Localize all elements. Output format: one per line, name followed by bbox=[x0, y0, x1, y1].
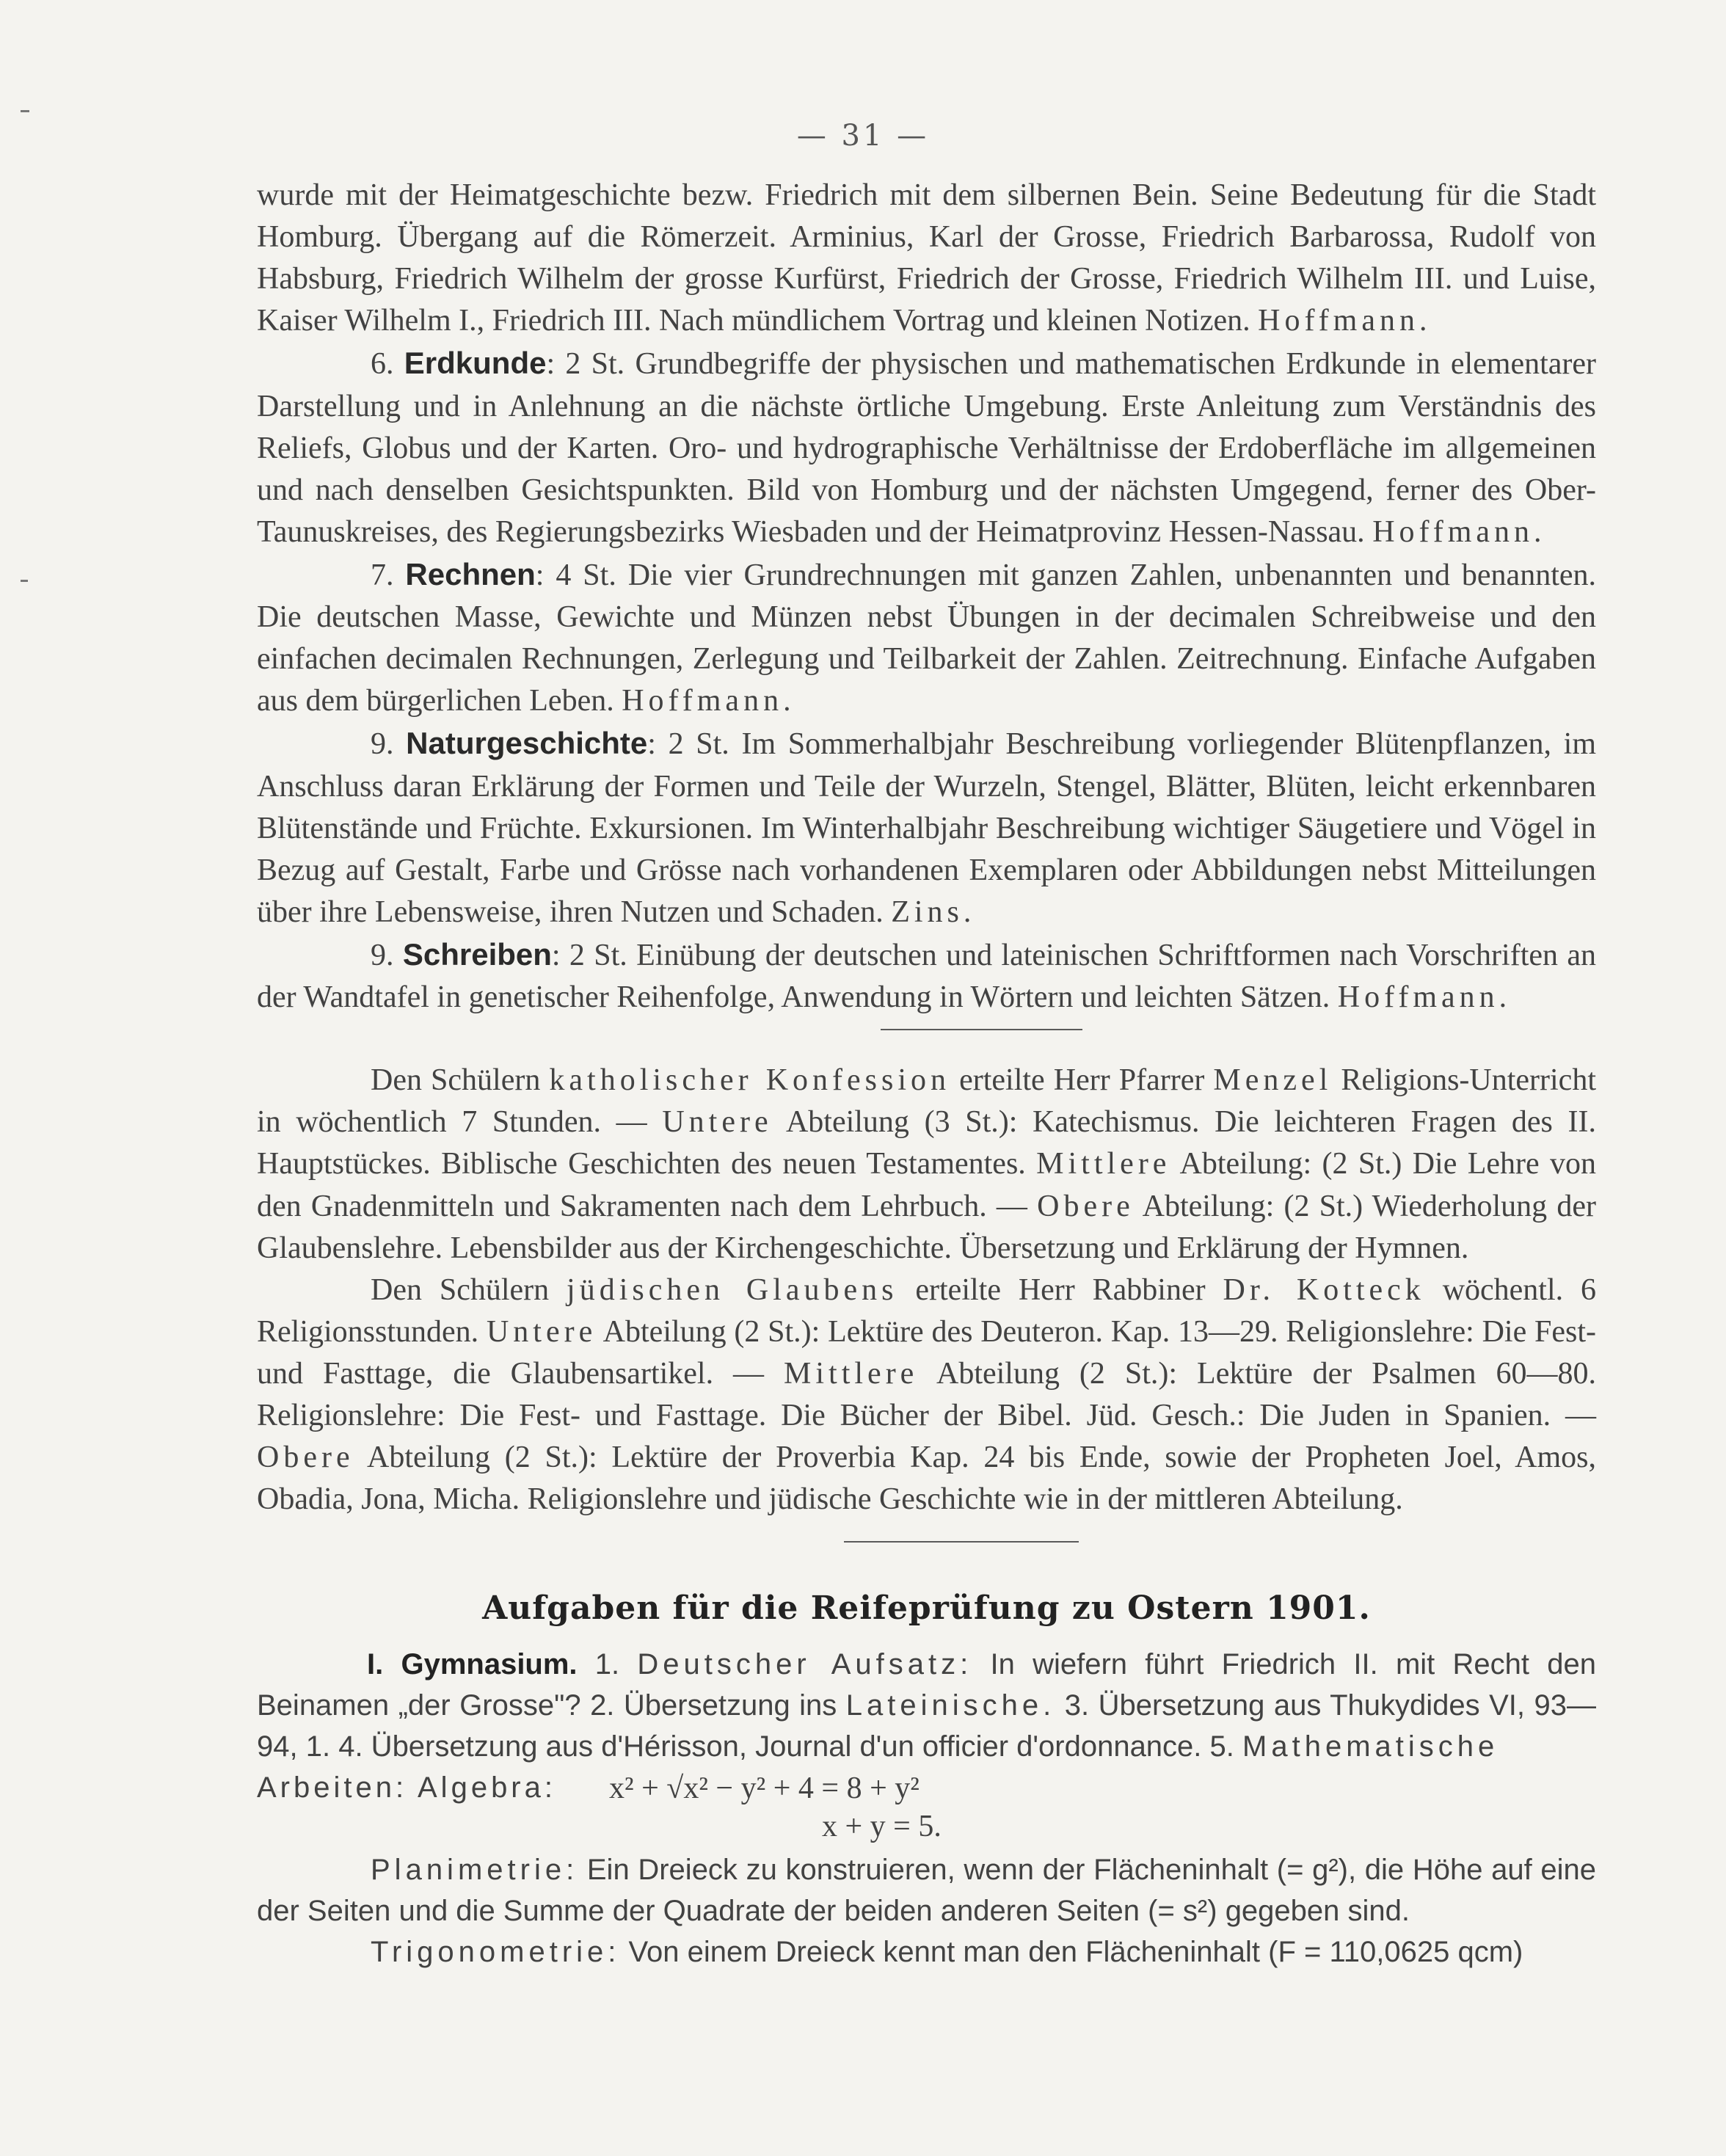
text: Im Sommerhalbjahr Beschreibung vorliegender Blütenpflanzen, im Anschluss daran Erklärung der Formen und Teile der Wurzeln, Stengel, Blätter, Blüten, leicht erkennbaren Blütenstände und Früchte. Exkursionen. Im Winterhalbjahr Beschreibung wichtiger Säugetiere und Vögel in Bezug auf Gestalt, Farbe und Grösse nach vorhandenen Exemplaren oder Abbildungen nebst Mitteilungen über ihre Lebensweise, ihren Nutzen und Schaden. bbox=[257, 727, 1597, 929]
task-text: 4. Übersetzung aus d'Hérisson, Journal d'un officier d'ordonnance. bbox=[338, 1730, 1202, 1763]
task-text: 2. Übersetzung ins bbox=[590, 1689, 837, 1722]
task-text: Ein Dreieck zu konstruieren, wenn der Flächeninhalt (= g²), die Höhe auf eine der Seiten und die Summe der Quadrate der beiden anderen Seiten (= s²) gegeben sind. bbox=[257, 1854, 1596, 1928]
text: Abteilung (2 St.): Lektüre des Deuteron. Kap. 13—29. Religionslehre: Die Fest- und Fasttage, die Glaubensartikel. — bbox=[257, 1314, 1597, 1391]
hours: : 4 St. bbox=[535, 558, 616, 592]
spaced-term: katholischer Konfession bbox=[549, 1063, 951, 1098]
task-label: Mathematische bbox=[1242, 1730, 1499, 1763]
item-number: 9. bbox=[371, 938, 394, 972]
hours: : 2 St. bbox=[551, 938, 627, 972]
subject-heading: Naturgeschichte bbox=[406, 726, 648, 761]
page-number: — 31 — bbox=[796, 119, 930, 153]
exam-paragraph-trigonometrie bbox=[257, 1931, 1596, 1973]
gymnasium-label: I. Gymnasium. bbox=[367, 1648, 578, 1681]
teacher-name: Hoffmann. bbox=[1372, 514, 1546, 549]
spaced-term: Obere bbox=[1037, 1189, 1135, 1223]
task-label: Trigonometrie: bbox=[371, 1936, 621, 1969]
paragraph-naturgeschichte bbox=[257, 722, 1596, 933]
text: Einübung der deutschen und lateinischen Schriftformen nach Vorschriften an der Wandtafel in genetischer Reihenfolge, Anwendung in Wörtern und leichten Sätzen. bbox=[257, 938, 1596, 1015]
text: erteilte Herr Rabbiner bbox=[915, 1272, 1206, 1307]
task-number: 1. bbox=[594, 1648, 620, 1681]
text: wöchentl. 6 Religionsstunden. bbox=[257, 1272, 1597, 1349]
exam-paragraph bbox=[257, 1644, 1596, 1767]
paragraph-juedisch bbox=[257, 1270, 1596, 1521]
text: Religions-Unterricht in wöchentlich 7 Stunden. — bbox=[257, 1063, 1596, 1140]
hours: : 2 St. bbox=[647, 727, 729, 762]
hours: : 2 St. bbox=[546, 347, 625, 382]
section-title: Aufgaben für die Reifeprüfung zu Ostern 1901. bbox=[482, 1589, 1371, 1628]
text: Abteilung: (2 St.) Wiederholung der Glaubenslehre. Lebensbilder aus der Kirchengeschichte. Übersetzung und Erklärung der Hymnen. bbox=[257, 1189, 1597, 1265]
text: wurde mit der Heimatgeschichte bezw. Friedrich mit dem silbernen Bein. Seine Bedeutung für die Stadt Homburg. Übergang auf die Römerzeit. Arminius, Karl der Grosse, Friedrich Barbarossa, Rudolf von Habsburg, Friedrich Wilhelm der grosse Kurfürst, Friedrich der Grosse, Friedrich Wilhelm III. und Luise, Kaiser Wilhelm I., Friedrich III. Nach mündlichem Vortrag und kleinen Notizen. bbox=[257, 178, 1596, 338]
text: Abteilung (2 St.): Lektüre der Psalmen 60—80. Religionslehre: Die Fest- und Fasttage. Die Bücher der Bibel. Jüd. Gesch.: Die Juden in Spanien. — bbox=[257, 1356, 1596, 1433]
subject-heading: Rechnen bbox=[405, 556, 536, 591]
task-label: Arbeiten: Algebra: bbox=[257, 1771, 556, 1804]
spaced-term: Obere bbox=[257, 1441, 354, 1475]
teacher-name: Hoffmann. bbox=[1337, 980, 1512, 1015]
spaced-term: Mittlere bbox=[1036, 1147, 1171, 1181]
exam-tasks bbox=[257, 1644, 1596, 1973]
paragraph-rechnen bbox=[257, 553, 1596, 722]
text: Grundbegriffe der physischen und mathematischen Erdkunde in elementarer Darstellung und in Anlehnung an die nächste örtliche Umgebung. Erste Anleitung zum Verständnis des Reliefs, Globus und der Karten. Oro- und hydrographische Verhältnisse der Erdoberfläche im allgemeinen und nach denselben Gesichtspunkten. Bild von Homburg und der nächsten Umgegend, ferner des Ober-Taunuskreises, des Regierungsbezirks Wiesbaden und der Heimatprovinz Hessen-Nassau. bbox=[257, 347, 1597, 549]
paragraph-history bbox=[257, 175, 1596, 342]
text: Abteilung: (2 St.) Die Lehre von den Gnadenmitteln und Sakramenten nach dem Lehrbuch. — bbox=[257, 1147, 1596, 1223]
teacher-name: Zins. bbox=[891, 895, 976, 929]
text: Den Schülern bbox=[371, 1063, 541, 1098]
subject-heading: Schreiben bbox=[402, 936, 552, 972]
teacher-name: Hoffmann. bbox=[622, 684, 795, 718]
paragraph-katholisch bbox=[257, 1060, 1596, 1270]
subject-heading: Erdkunde bbox=[404, 346, 547, 381]
spaced-term: Untere bbox=[486, 1314, 597, 1349]
task-text: In wiefern führt Friedrich II. mit Recht den Beinamen „der Grosse"? bbox=[257, 1648, 1596, 1722]
paragraph-schreiben bbox=[257, 933, 1596, 1019]
task-label: Lateinische. bbox=[845, 1689, 1056, 1722]
text: erteilte Herr Pfarrer bbox=[959, 1063, 1205, 1098]
divider-rule bbox=[881, 1029, 1082, 1030]
person-name: Dr. Kotteck bbox=[1223, 1272, 1425, 1307]
spaced-term: jüdischen Glaubens bbox=[567, 1272, 898, 1307]
spaced-term: Untere bbox=[662, 1105, 773, 1140]
algebra-formula bbox=[257, 1767, 1596, 1849]
teacher-name: Hoffmann. bbox=[1258, 304, 1432, 338]
task-number: 5. bbox=[1209, 1730, 1234, 1763]
margin-mark bbox=[21, 580, 28, 582]
text: Abteilung (2 St.): Lektüre der Proverbia Kap. 24 bis Ende, sowie der Propheten Joel, Amos, Obadia, Jona, Micha. Religionslehre und jüdische Geschichte wie in der mittleren Abteilung. bbox=[257, 1441, 1597, 1517]
exam-paragraph-planimetrie bbox=[257, 1849, 1596, 1931]
body-text bbox=[257, 175, 1596, 1973]
person-name: Menzel bbox=[1213, 1063, 1333, 1098]
text: Abteilung (3 St.): Katechismus. Die leichteren Fragen des II. Hauptstückes. Biblische Geschichten des neuen Testamentes. bbox=[257, 1105, 1597, 1181]
equation: x² + √x² − y² + 4 = 8 + y² bbox=[609, 1771, 920, 1806]
task-label: Deutscher Aufsatz: bbox=[637, 1648, 973, 1681]
text: Den Schülern bbox=[371, 1272, 550, 1307]
item-number: 6. bbox=[371, 347, 394, 382]
paragraph-erdkunde bbox=[257, 342, 1596, 553]
text: Die vier Grundrechnungen mit ganzen Zahlen, unbenannten und benannten. Die deutschen Masse, Gewichte und Münzen nebst Übungen in der decimalen Schreibweise und den einfachen decimalen Rechnungen, Zerlegung und Teilbarkeit der Zahlen. Zeitrechnung. Einfache Aufgaben aus dem bürgerlichen Leben. bbox=[257, 558, 1597, 718]
equation: x + y = 5. bbox=[822, 1810, 942, 1844]
item-number: 9. bbox=[371, 727, 394, 762]
task-text: 3. Übersetzung aus Thukydides VI, 93—94, 1. bbox=[257, 1689, 1596, 1763]
task-text: Von einem Dreieck kennt man den Flächeninhalt (F = 110,0625 qcm) bbox=[628, 1936, 1523, 1969]
spaced-term: Mittlere bbox=[784, 1356, 919, 1391]
formula-line bbox=[257, 1767, 920, 1808]
task-label: Planimetrie: bbox=[371, 1854, 579, 1887]
margin-mark bbox=[21, 110, 29, 112]
item-number: 7. bbox=[371, 558, 394, 592]
divider-rule bbox=[844, 1541, 1079, 1543]
